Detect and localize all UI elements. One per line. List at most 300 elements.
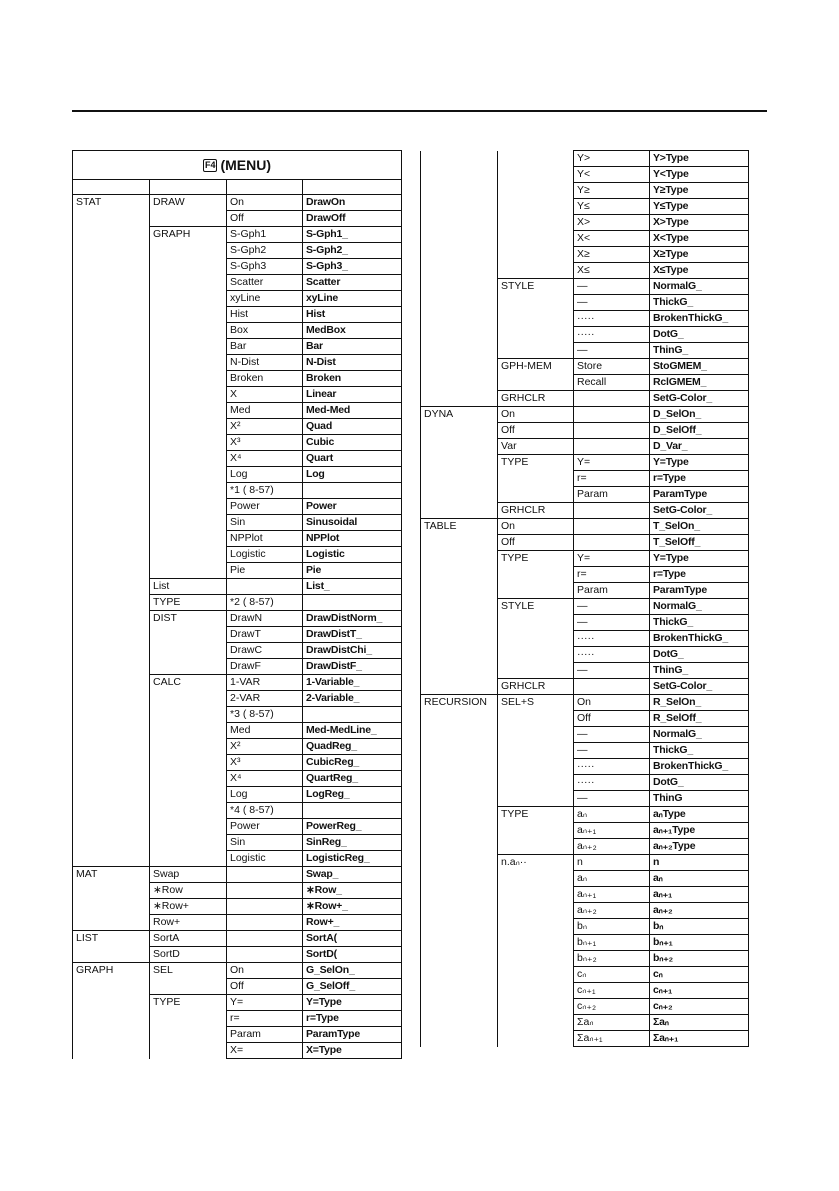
command-cell: r=Type <box>303 1011 402 1027</box>
submenu-cell <box>150 371 227 387</box>
command-cell: S-Gph1_ <box>303 227 402 243</box>
submenu-cell <box>150 835 227 851</box>
menu-cell <box>73 659 150 675</box>
option-cell: aₙ₊₁ <box>574 823 650 839</box>
command-cell: Med-MedLine_ <box>303 723 402 739</box>
option-cell: X= <box>227 1043 303 1059</box>
menu-cell <box>73 563 150 579</box>
option-cell: Bar <box>227 339 303 355</box>
menu-cell <box>421 775 498 791</box>
submenu-cell: GRHCLR <box>498 679 574 695</box>
submenu-cell <box>150 851 227 867</box>
menu-cell <box>421 615 498 631</box>
menu-cell <box>421 391 498 407</box>
menu-cell <box>73 275 150 291</box>
submenu-cell <box>498 711 574 727</box>
menu-cell <box>73 403 150 419</box>
command-cell: N-Dist <box>303 355 402 371</box>
command-cell: DrawDistF_ <box>303 659 402 675</box>
submenu-cell <box>498 471 574 487</box>
option-cell: — <box>574 791 650 807</box>
option-cell: Y≤ <box>574 199 650 215</box>
menu-cell <box>73 851 150 867</box>
command-cell: G_SelOff_ <box>303 979 402 995</box>
submenu-cell: STYLE <box>498 279 574 295</box>
table-row <box>73 739 402 755</box>
option-cell: Σaₙ₊₁ <box>574 1031 650 1047</box>
menu-cell <box>73 531 150 547</box>
option-cell: Param <box>574 487 650 503</box>
col-head-2 <box>150 180 227 195</box>
table-row <box>73 483 402 499</box>
option-cell: Broken <box>227 371 303 387</box>
submenu-cell: STYLE <box>498 599 574 615</box>
table-row <box>421 407 749 423</box>
menu-cell <box>421 903 498 919</box>
command-cell: Pie <box>303 563 402 579</box>
command-cell: Y=Type <box>650 455 749 471</box>
table-row <box>73 547 402 563</box>
command-cell: X>Type <box>650 215 749 231</box>
table-row <box>73 339 402 355</box>
command-cell: Y>Type <box>650 151 749 167</box>
menu-cell <box>73 787 150 803</box>
submenu-cell: Row+ <box>150 915 227 931</box>
menu-cell: LIST <box>73 931 150 947</box>
submenu-cell <box>150 515 227 531</box>
table-row <box>421 599 749 615</box>
command-cell: R_SelOff_ <box>650 711 749 727</box>
menu-cell <box>73 1011 150 1027</box>
menu-cell <box>421 599 498 615</box>
table-row <box>421 215 749 231</box>
option-cell: *1 ( 8-57) <box>227 483 303 499</box>
option-cell: Pie <box>227 563 303 579</box>
menu-cell <box>73 691 150 707</box>
table-row <box>421 199 749 215</box>
table-row <box>421 247 749 263</box>
option-cell: NPPlot <box>227 531 303 547</box>
option-cell: Y≥ <box>574 183 650 199</box>
option-cell: *3 ( 8-57) <box>227 707 303 723</box>
submenu-cell <box>150 323 227 339</box>
table-row <box>73 803 402 819</box>
table-row <box>73 579 402 595</box>
submenu-cell <box>498 183 574 199</box>
table-row <box>73 323 402 339</box>
menu-cell <box>73 819 150 835</box>
table-row <box>421 647 749 663</box>
menu-cell <box>73 739 150 755</box>
table-row <box>421 551 749 567</box>
menu-cell <box>421 663 498 679</box>
submenu-cell: DIST <box>150 611 227 627</box>
command-cell: List_ <box>303 579 402 595</box>
option-cell: Store <box>574 359 650 375</box>
command-cell: Med-Med <box>303 403 402 419</box>
command-cell: S-Gph2_ <box>303 243 402 259</box>
menu-cell <box>73 323 150 339</box>
table-row <box>421 759 749 775</box>
table-row <box>73 707 402 723</box>
option-cell: X³ <box>227 435 303 451</box>
command-cell: bₙ₊₂ <box>650 951 749 967</box>
option-cell: Y< <box>574 167 650 183</box>
command-cell: R_SelOn_ <box>650 695 749 711</box>
submenu-cell: SortD <box>150 947 227 963</box>
table-row <box>421 519 749 535</box>
command-cell: bₙ₊₁ <box>650 935 749 951</box>
submenu-cell <box>150 755 227 771</box>
submenu-cell: TYPE <box>498 455 574 471</box>
command-cell: LogisticReg_ <box>303 851 402 867</box>
submenu-cell <box>498 727 574 743</box>
table-row <box>73 723 402 739</box>
menu-cell <box>421 343 498 359</box>
menu-cell <box>421 183 498 199</box>
command-cell: Logistic <box>303 547 402 563</box>
menu-cell <box>73 483 150 499</box>
submenu-cell <box>498 215 574 231</box>
command-cell: DrawOn <box>303 195 402 211</box>
submenu-cell: Off <box>498 423 574 439</box>
submenu-cell: SEL+S <box>498 695 574 711</box>
command-cell: Sinusoidal <box>303 515 402 531</box>
menu-cell <box>421 439 498 455</box>
menu-cell <box>73 435 150 451</box>
table-row <box>421 167 749 183</box>
menu-cell <box>421 311 498 327</box>
option-cell: Box <box>227 323 303 339</box>
option-cell <box>227 899 303 915</box>
table-row <box>421 711 749 727</box>
option-cell: 2-VAR <box>227 691 303 707</box>
table-row <box>73 515 402 531</box>
command-cell: RclGMEM_ <box>650 375 749 391</box>
table-row <box>421 295 749 311</box>
option-cell <box>227 883 303 899</box>
submenu-cell <box>498 327 574 343</box>
submenu-cell <box>150 819 227 835</box>
submenu-cell <box>150 483 227 499</box>
command-cell: DrawDistChi_ <box>303 643 402 659</box>
command-cell: NormalG_ <box>650 727 749 743</box>
option-cell: X⁴ <box>227 451 303 467</box>
table-row <box>421 903 749 919</box>
command-cell: Y≥Type <box>650 183 749 199</box>
menu-cell <box>421 1015 498 1031</box>
menu-cell <box>73 259 150 275</box>
submenu-cell <box>150 643 227 659</box>
command-cell: ThickG_ <box>650 615 749 631</box>
submenu-cell <box>150 531 227 547</box>
option-cell: — <box>574 279 650 295</box>
submenu-cell: On <box>498 519 574 535</box>
option-cell: Hist <box>227 307 303 323</box>
submenu-cell <box>498 999 574 1015</box>
menu-cell <box>73 755 150 771</box>
table-row <box>73 771 402 787</box>
table-row <box>73 835 402 851</box>
option-cell <box>574 423 650 439</box>
table-row <box>73 531 402 547</box>
table-row <box>421 839 749 855</box>
option-cell: — <box>574 343 650 359</box>
submenu-cell <box>150 1011 227 1027</box>
option-cell: Y> <box>574 151 650 167</box>
submenu-cell <box>150 243 227 259</box>
table-row <box>73 691 402 707</box>
menu-table-left <box>72 150 402 1059</box>
submenu-cell: TYPE <box>498 551 574 567</box>
submenu-cell: TYPE <box>150 595 227 611</box>
command-cell: Bar <box>303 339 402 355</box>
table-row <box>421 503 749 519</box>
submenu-cell: Var <box>498 439 574 455</box>
table-row <box>421 695 749 711</box>
command-cell: BrokenThickG_ <box>650 759 749 775</box>
option-cell: cₙ₊₁ <box>574 983 650 999</box>
submenu-cell <box>498 583 574 599</box>
command-cell: Power <box>303 499 402 515</box>
command-cell: ThickG_ <box>650 295 749 311</box>
menu-cell <box>421 471 498 487</box>
option-cell <box>227 579 303 595</box>
command-cell: X<Type <box>650 231 749 247</box>
menu-cell <box>73 915 150 931</box>
command-cell: Quart <box>303 451 402 467</box>
table-row <box>421 487 749 503</box>
submenu-cell <box>150 1027 227 1043</box>
submenu-cell <box>150 691 227 707</box>
table-row <box>73 643 402 659</box>
option-cell: xyLine <box>227 291 303 307</box>
menu-cell: DYNA <box>421 407 498 423</box>
submenu-cell <box>498 839 574 855</box>
option-cell: X≥ <box>574 247 650 263</box>
option-cell: r= <box>574 567 650 583</box>
submenu-cell: ∗Row <box>150 883 227 899</box>
option-cell: Y= <box>574 551 650 567</box>
command-cell: X≤Type <box>650 263 749 279</box>
menu-cell: MAT <box>73 867 150 883</box>
option-cell: Sin <box>227 835 303 851</box>
menu-cell <box>73 355 150 371</box>
menu-cell <box>421 999 498 1015</box>
menu-cell <box>421 167 498 183</box>
option-cell: DrawC <box>227 643 303 659</box>
option-cell: X <box>227 387 303 403</box>
option-cell <box>227 931 303 947</box>
table-row <box>73 851 402 867</box>
command-cell: Log <box>303 467 402 483</box>
option-cell: bₙ₊₁ <box>574 935 650 951</box>
submenu-cell <box>150 291 227 307</box>
menu-cell <box>73 595 150 611</box>
submenu-cell: SEL <box>150 963 227 979</box>
submenu-cell <box>150 275 227 291</box>
table-row <box>73 403 402 419</box>
option-cell: Power <box>227 499 303 515</box>
table-row <box>73 371 402 387</box>
option-cell: aₙ₊₂ <box>574 839 650 855</box>
submenu-cell <box>498 199 574 215</box>
command-cell: SetG-Color_ <box>650 503 749 519</box>
option-cell: DrawT <box>227 627 303 643</box>
option-cell: ····· <box>574 775 650 791</box>
submenu-cell <box>498 967 574 983</box>
submenu-cell <box>150 547 227 563</box>
submenu-cell <box>498 759 574 775</box>
submenu-cell <box>498 487 574 503</box>
command-cell: ParamType <box>303 1027 402 1043</box>
table-row <box>421 439 749 455</box>
menu-cell <box>421 631 498 647</box>
menu-cell <box>421 951 498 967</box>
command-cell: MedBox <box>303 323 402 339</box>
menu-cell <box>421 1031 498 1047</box>
submenu-cell: On <box>498 407 574 423</box>
submenu-cell: TYPE <box>498 807 574 823</box>
table-row <box>73 787 402 803</box>
menu-cell <box>421 679 498 695</box>
option-cell <box>227 867 303 883</box>
command-cell: T_SelOff_ <box>650 535 749 551</box>
menu-cell <box>421 247 498 263</box>
table-row <box>73 195 402 211</box>
table-row <box>421 855 749 871</box>
command-cell: ∗Row+_ <box>303 899 402 915</box>
option-cell <box>574 407 650 423</box>
menu-cell <box>73 515 150 531</box>
command-cell: ∗Row_ <box>303 883 402 899</box>
submenu-cell <box>498 983 574 999</box>
table-row <box>421 359 749 375</box>
submenu-cell <box>150 403 227 419</box>
option-cell: Σaₙ <box>574 1015 650 1031</box>
command-cell: ParamType <box>650 487 749 503</box>
submenu-cell <box>498 167 574 183</box>
option-cell: Logistic <box>227 547 303 563</box>
table-row <box>421 919 749 935</box>
menu-cell <box>421 791 498 807</box>
submenu-cell <box>498 903 574 919</box>
menu-cell <box>73 979 150 995</box>
table-row <box>421 823 749 839</box>
table-row <box>73 595 402 611</box>
menu-cell <box>421 295 498 311</box>
option-cell: ····· <box>574 759 650 775</box>
menu-cell <box>421 871 498 887</box>
table-header-row <box>73 151 402 180</box>
menu-cell <box>421 855 498 871</box>
menu-cell <box>421 887 498 903</box>
table-row <box>73 1011 402 1027</box>
command-cell: xyLine <box>303 291 402 307</box>
menu-cell <box>421 151 498 167</box>
command-cell: 2-Variable_ <box>303 691 402 707</box>
col-head-3 <box>227 180 303 195</box>
menu-cell <box>421 199 498 215</box>
option-cell: Off <box>227 211 303 227</box>
command-cell: SetG-Color_ <box>650 679 749 695</box>
table-row <box>73 291 402 307</box>
submenu-cell <box>498 263 574 279</box>
submenu-cell: Swap <box>150 867 227 883</box>
command-cell: aₙType <box>650 807 749 823</box>
menu-cell <box>421 359 498 375</box>
column-header-row <box>73 180 402 195</box>
menu-cell <box>73 339 150 355</box>
option-cell: X³ <box>227 755 303 771</box>
table-row <box>421 327 749 343</box>
table-row <box>421 151 749 167</box>
menu-cell <box>421 215 498 231</box>
option-cell: — <box>574 743 650 759</box>
option-cell <box>227 947 303 963</box>
command-cell: cₙ <box>650 967 749 983</box>
table-row <box>73 307 402 323</box>
option-cell: — <box>574 727 650 743</box>
menu-cell <box>73 611 150 627</box>
submenu-cell <box>150 467 227 483</box>
table-row <box>421 1015 749 1031</box>
menu-cell <box>421 263 498 279</box>
table-row <box>73 387 402 403</box>
command-cell: NormalG_ <box>650 599 749 615</box>
submenu-cell <box>150 803 227 819</box>
submenu-cell <box>498 887 574 903</box>
command-cell: Y=Type <box>303 995 402 1011</box>
table-row <box>421 935 749 951</box>
menu-cell <box>421 839 498 855</box>
menu-cell <box>73 387 150 403</box>
command-cell: Y=Type <box>650 551 749 567</box>
command-cell: r=Type <box>650 471 749 487</box>
menu-cell <box>421 935 498 951</box>
command-cell: Hist <box>303 307 402 323</box>
submenu-cell <box>150 771 227 787</box>
command-cell: SortA( <box>303 931 402 947</box>
menu-cell <box>73 419 150 435</box>
menu-cell <box>73 643 150 659</box>
submenu-cell <box>150 563 227 579</box>
table-row <box>421 791 749 807</box>
submenu-cell <box>498 663 574 679</box>
option-cell: S-Gph2 <box>227 243 303 259</box>
submenu-cell <box>150 787 227 803</box>
menu-cell <box>421 279 498 295</box>
table-row <box>421 743 749 759</box>
table-row <box>73 259 402 275</box>
table-row <box>421 391 749 407</box>
command-cell: NPPlot <box>303 531 402 547</box>
command-cell: Σaₙ <box>650 1015 749 1031</box>
option-cell: ····· <box>574 631 650 647</box>
table-title <box>73 151 402 180</box>
submenu-cell <box>150 435 227 451</box>
option-cell: On <box>227 963 303 979</box>
menu-cell <box>73 291 150 307</box>
table-row <box>421 375 749 391</box>
option-cell: DrawN <box>227 611 303 627</box>
option-cell: — <box>574 615 650 631</box>
submenu-cell: CALC <box>150 675 227 691</box>
option-cell <box>574 439 650 455</box>
option-cell: DrawF <box>227 659 303 675</box>
submenu-cell <box>150 451 227 467</box>
submenu-cell <box>498 743 574 759</box>
